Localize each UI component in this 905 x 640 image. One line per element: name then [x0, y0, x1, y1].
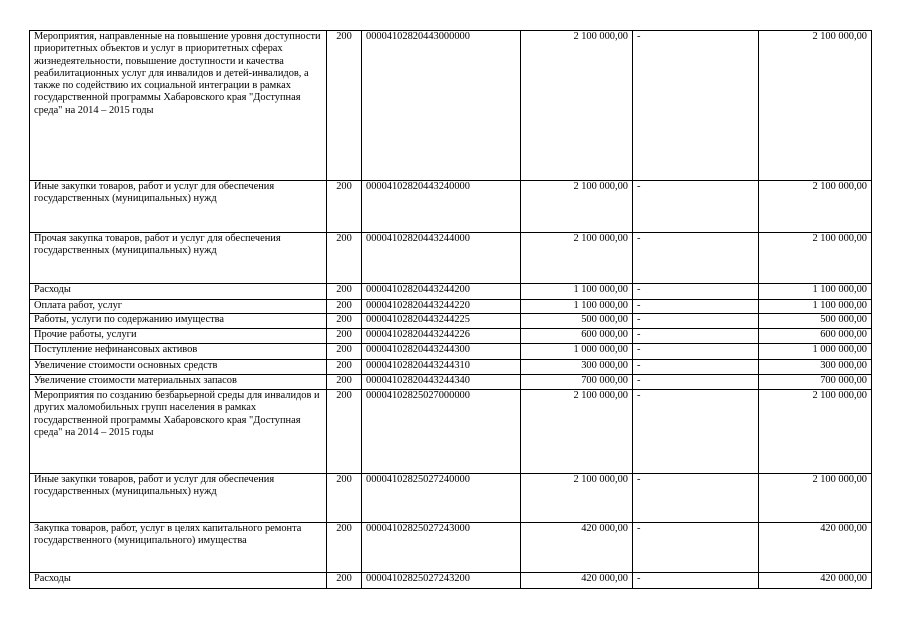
row-name-cell: Закупка товаров, работ, услуг в целях капитального ремонта государственного (муниципального) имущества — [30, 523, 327, 573]
row-executed-cell: - — [633, 314, 759, 329]
row-approved-cell: 2 100 000,00 — [521, 390, 633, 474]
row-remaining-cell: 2 100 000,00 — [759, 31, 872, 181]
row-code-cell: 200 — [327, 573, 362, 589]
table-row — [30, 233, 872, 284]
row-name-cell: Мероприятия, направленные на повышение уровня доступности приоритетных объектов и услуг в приоритетных сферах жизнедеятельности, повышение доступности и качества реабилитационных услуг для инвалидов и детей-инвалидов, а также по содействию их социальной интеграции в рамках государственной программы Хабаровского края "Доступная среда" на 2014 – 2015 годы — [30, 31, 327, 181]
row-code-cell: 200 — [327, 329, 362, 344]
row-approved-cell: 1 100 000,00 — [521, 284, 633, 300]
row-executed-cell: - — [633, 329, 759, 344]
row-code-cell: 200 — [327, 523, 362, 573]
row-kbk-cell: 00004102820443244225 — [362, 314, 521, 329]
row-kbk-cell: 00004102820443244000 — [362, 233, 521, 284]
table-row — [30, 360, 872, 375]
row-remaining-cell: 1 000 000,00 — [759, 344, 872, 360]
row-code-cell: 200 — [327, 233, 362, 284]
row-executed-cell: - — [633, 360, 759, 375]
row-name-cell: Увеличение стоимости основных средств — [30, 360, 327, 375]
row-kbk-cell: 00004102825027243000 — [362, 523, 521, 573]
table-row — [30, 284, 872, 300]
row-code-cell: 200 — [327, 360, 362, 375]
row-code-cell: 200 — [327, 284, 362, 300]
row-name-cell: Иные закупки товаров, работ и услуг для обеспечения государственных (муниципальных) нужд — [30, 474, 327, 523]
row-code-cell: 200 — [327, 31, 362, 181]
row-remaining-cell: 2 100 000,00 — [759, 181, 872, 233]
row-remaining-cell: 420 000,00 — [759, 523, 872, 573]
table-row — [30, 31, 872, 181]
row-executed-cell: - — [633, 573, 759, 589]
row-code-cell: 200 — [327, 314, 362, 329]
row-kbk-cell: 00004102825027000000 — [362, 390, 521, 474]
row-remaining-cell: 420 000,00 — [759, 573, 872, 589]
row-remaining-cell: 1 100 000,00 — [759, 300, 872, 314]
row-approved-cell: 700 000,00 — [521, 375, 633, 390]
row-kbk-cell: 00004102825027243200 — [362, 573, 521, 589]
row-remaining-cell: 1 100 000,00 — [759, 284, 872, 300]
row-executed-cell: - — [633, 375, 759, 390]
row-kbk-cell: 00004102820443244226 — [362, 329, 521, 344]
row-executed-cell: - — [633, 31, 759, 181]
table-row — [30, 344, 872, 360]
row-remaining-cell: 700 000,00 — [759, 375, 872, 390]
row-executed-cell: - — [633, 233, 759, 284]
row-code-cell: 200 — [327, 390, 362, 474]
row-code-cell: 200 — [327, 300, 362, 314]
row-approved-cell: 2 100 000,00 — [521, 181, 633, 233]
row-executed-cell: - — [633, 390, 759, 474]
budget-table — [29, 30, 872, 589]
row-name-cell: Иные закупки товаров, работ и услуг для обеспечения государственных (муниципальных) нужд — [30, 181, 327, 233]
row-approved-cell: 2 100 000,00 — [521, 233, 633, 284]
table-row — [30, 474, 872, 523]
row-executed-cell: - — [633, 181, 759, 233]
row-name-cell: Расходы — [30, 284, 327, 300]
row-remaining-cell: 600 000,00 — [759, 329, 872, 344]
row-kbk-cell: 00004102820443240000 — [362, 181, 521, 233]
row-kbk-cell: 00004102820443244310 — [362, 360, 521, 375]
row-remaining-cell: 300 000,00 — [759, 360, 872, 375]
row-kbk-cell: 00004102820443244200 — [362, 284, 521, 300]
row-remaining-cell: 2 100 000,00 — [759, 474, 872, 523]
row-name-cell: Оплата работ, услуг — [30, 300, 327, 314]
row-code-cell: 200 — [327, 375, 362, 390]
row-code-cell: 200 — [327, 344, 362, 360]
table-row — [30, 300, 872, 314]
table-row — [30, 523, 872, 573]
row-kbk-cell: 00004102825027240000 — [362, 474, 521, 523]
row-name-cell: Работы, услуги по содержанию имущества — [30, 314, 327, 329]
row-approved-cell: 1 000 000,00 — [521, 344, 633, 360]
table-body — [30, 31, 872, 589]
row-kbk-cell: 00004102820443244220 — [362, 300, 521, 314]
table-row — [30, 329, 872, 344]
row-name-cell: Поступление нефинансовых активов — [30, 344, 327, 360]
row-approved-cell: 1 100 000,00 — [521, 300, 633, 314]
row-remaining-cell: 500 000,00 — [759, 314, 872, 329]
row-executed-cell: - — [633, 300, 759, 314]
row-remaining-cell: 2 100 000,00 — [759, 233, 872, 284]
table-row — [30, 375, 872, 390]
table-row — [30, 390, 872, 474]
row-name-cell: Мероприятия по созданию безбарьерной среды для инвалидов и других маломобильных групп населения в рамках государственной программы Хабаровского края "Доступная среда" на 2014 – 2015 годы — [30, 390, 327, 474]
row-name-cell: Прочие работы, услуги — [30, 329, 327, 344]
row-approved-cell: 2 100 000,00 — [521, 31, 633, 181]
row-kbk-cell: 00004102820443000000 — [362, 31, 521, 181]
row-approved-cell: 500 000,00 — [521, 314, 633, 329]
row-executed-cell: - — [633, 474, 759, 523]
row-name-cell: Прочая закупка товаров, работ и услуг для обеспечения государственных (муниципальных) нужд — [30, 233, 327, 284]
table-row — [30, 181, 872, 233]
row-approved-cell: 420 000,00 — [521, 523, 633, 573]
table-row — [30, 573, 872, 589]
row-name-cell: Увеличение стоимости материальных запасов — [30, 375, 327, 390]
row-approved-cell: 300 000,00 — [521, 360, 633, 375]
row-kbk-cell: 00004102820443244300 — [362, 344, 521, 360]
row-executed-cell: - — [633, 284, 759, 300]
table-row — [30, 314, 872, 329]
row-kbk-cell: 00004102820443244340 — [362, 375, 521, 390]
row-executed-cell: - — [633, 523, 759, 573]
row-executed-cell: - — [633, 344, 759, 360]
row-approved-cell: 600 000,00 — [521, 329, 633, 344]
row-code-cell: 200 — [327, 181, 362, 233]
row-approved-cell: 420 000,00 — [521, 573, 633, 589]
row-code-cell: 200 — [327, 474, 362, 523]
row-approved-cell: 2 100 000,00 — [521, 474, 633, 523]
row-remaining-cell: 2 100 000,00 — [759, 390, 872, 474]
row-name-cell: Расходы — [30, 573, 327, 589]
